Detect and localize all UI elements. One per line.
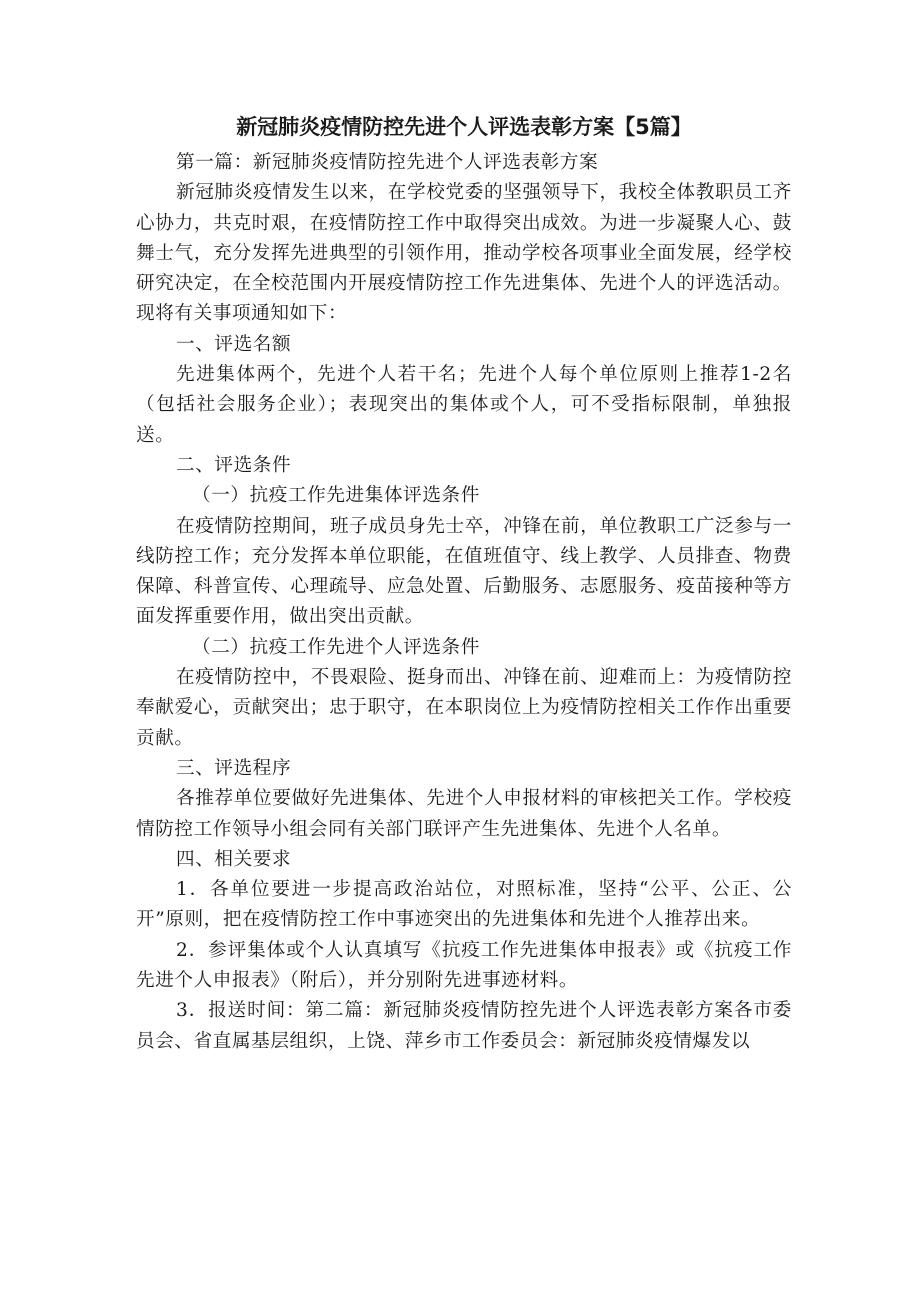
body-paragraph-collective: 在疫情防控期间，班子成员身先士卒，冲锋在前，单位教职工广泛参与一线防控工作；充分发挥本单位职能，在值班值守、线上教学、人员排查、物费保障、科普宣传、心理疏导、应急处置、后勤服务、志愿服务、疫苗接种等方面发挥重要作用，做出突出贡献。 [136,515,792,628]
section-heading-criteria: 二、评选条件 [176,454,292,476]
section-heading-procedure: 三、评选程序 [176,757,292,779]
body-paragraph-procedure: 各推荐单位要做好先进集体、先进个人申报材料的审核把关工作。学校疫情防控工作领导小组会同有关部门联评产生先进集体、先进个人名单。 [136,788,792,840]
document-page [136,112,792,1057]
subsection-heading-collective: （一）抗疫工作先进集体评选条件 [192,485,480,507]
requirement-item-3: 3．报送时间：第二篇：新冠肺炎疫情防控先进个人评选表彰方案各市委员会、省直属基层组织，上饶、萍乡市工作委员会：新冠肺炎疫情爆发以 [136,1000,792,1052]
requirement-item-1: 1．各单位要进一步提高政治站位，对照标准，坚持“公平、公正、公开”原则，把在疫情防控工作中事迹突出的先进集体和先进个人推荐出来。 [136,879,792,931]
section-heading-quota: 一、评选名额 [176,333,292,355]
body-paragraph-individual: 在疫情防控中，不畏艰险、挺身而出、冲锋在前、迎难而上：为疫情防控奉献爱心，贡献突出；忠于职守，在本职岗位上为疫情防控相关工作作出重要贡献。 [136,667,792,749]
section-heading-part-one: 第一篇：新冠肺炎疫情防控先进个人评选表彰方案 [176,152,599,173]
subsection-heading-individual: （二）抗疫工作先进个人评选条件 [192,636,480,658]
body-paragraph-quota: 先进集体两个，先进个人若干名；先进个人每个单位原则上推荐1-2名（包括社会服务企业）；表现突出的集体或个人，可不受指标限制，单独报送。 [136,364,792,446]
body-paragraph-intro: 新冠肺炎疫情发生以来，在学校党委的坚强领导下，我校全体教职员工齐心协力，共克时艰，在疫情防控工作中取得突出成效。为进一步凝聚人心、鼓舞士气，充分发挥先进典型的引领作用，推动学校各项事业全面发展，经学校研究决定，在全校范围内开展疫情防控工作先进集体、先进个人的评选活动。现将有关事项通知如下： [136,182,792,325]
document-title: 新冠肺炎疫情防控先进个人评选表彰方案【5篇】 [236,115,692,139]
section-heading-requirements: 四、相关要求 [176,848,292,870]
requirement-item-2: 2．参评集体或个人认真填写《抗疫工作先进集体申报表》或《抗疫工作先进个人申报表》（附后），并分别附先进事迹材料。 [136,939,792,992]
